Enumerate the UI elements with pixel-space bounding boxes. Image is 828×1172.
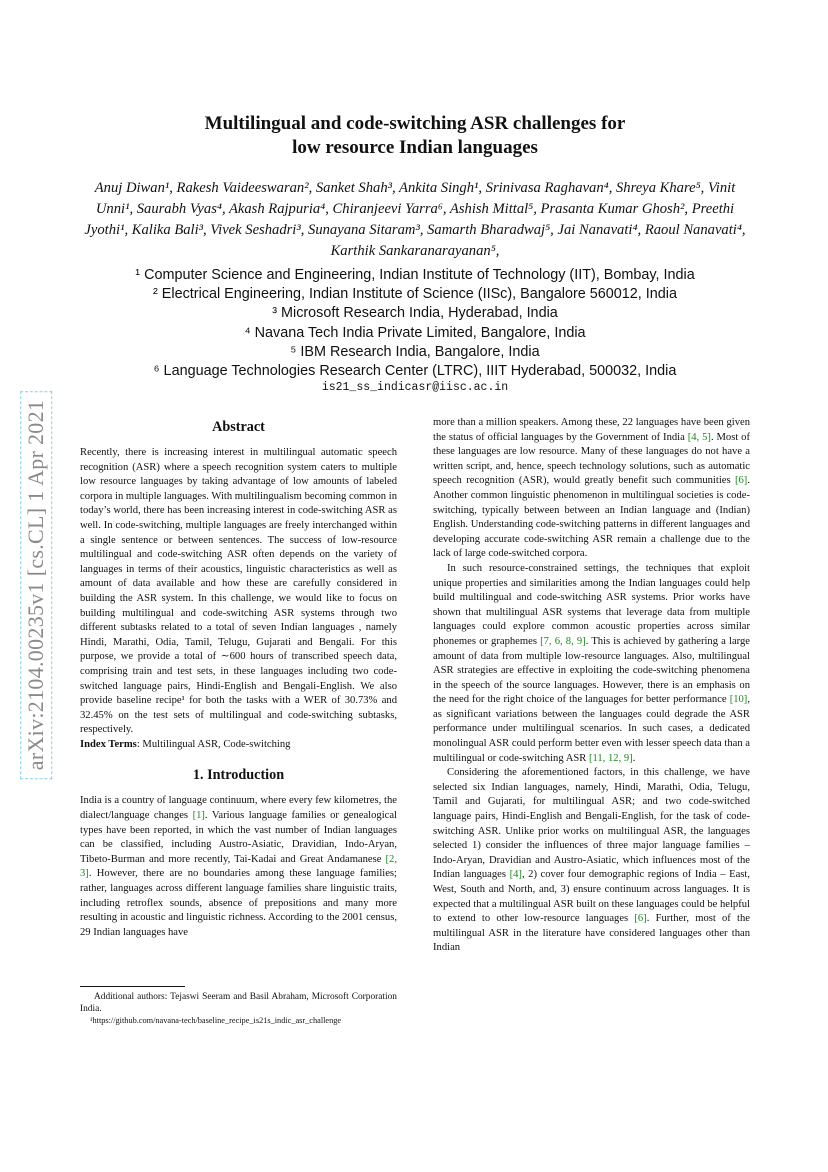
right-paragraph-3 <box>433 766 750 956</box>
text-run: India is a country of language continuum, where every few kilometres, the dialect/language changes <box>80 795 397 822</box>
text-run: . Various language families or genealogical types have been reported, in which the vast number of Indian languages can be classified, including Austro-Asiatic, Dravidian, Indo-Aryan, Tibeto-Burman and more recently, Tai-Kadai and Great Andamanese <box>80 810 397 865</box>
affiliation-4: ⁴ Navana Tech India Private Limited, Bangalore, India <box>244 324 586 341</box>
citation-link[interactable]: [7, 6, 8, 9] <box>540 635 586 647</box>
right-paragraph-1 <box>433 416 750 562</box>
affiliation-6: ⁶ Language Technologies Research Center (LTRC), IIIT Hyderabad, 500032, India <box>153 363 677 380</box>
index-terms-value: : Multilingual ASR, Code-switching <box>136 738 291 750</box>
text-run: more than a million speakers. Among these, 22 languages have been given the status of official languages by the Government of India <box>433 417 750 443</box>
author-list: Anuj Diwan¹, Rakesh Vaideeswaran², Sanket Shah³, Ankita Singh¹, Srinivasa Raghavan⁴, Shreya Khare⁵, Vinit Unni¹, Saurabh Vyas⁴, Akash Rajpuria⁴, Chiranjeevi Yarra⁶, Ashish Mittal⁵, Prasanta Kumar Ghosh², Preethi Jyothi¹, Kalika Bali³, Vivek Seshadri³, Sunayana Sitaram³, Samarth Bharadwaj⁵, Jai Nanavati⁴, Raoul Nanavati⁴, Karthik Sankaranarayanan⁵, <box>84 180 746 259</box>
citation-link[interactable]: [1] <box>192 810 205 822</box>
index-terms <box>80 738 397 753</box>
citation-link[interactable]: [6] <box>734 475 748 487</box>
arxiv-identifier <box>16 345 56 825</box>
text-run: Considering the aforementioned factors, in this challenge, we have selected six Indian languages, namely, Hindi, Marathi, Odia, Telugu, Tamil and Gujarati, for multilingual ASR; and two code-switched language pairs, Hindi-English and Bengali-English, for the task of code-switching ASR. Unlike prior works on multilingual ASR, the languages selected 1) consider the influences of three major language families – Indo-Aryan, Dravidian and Austro-Asiatic, which influences most of the Indian languages <box>433 767 750 881</box>
footnote-url[interactable]: ¹https://github.com/navana-tech/baseline_recipe_is21s_indic_asr_challenge <box>90 1016 342 1025</box>
introduction-heading: 1. Introduction <box>192 767 285 784</box>
text-run: , 2) cover four demographic regions of India – East, West, South and North, and, 3) ensure continuum across languages. It is expected that a multilingual ASR built on these languages could be helpful to extend to other low-resource languages <box>433 869 750 925</box>
right-paragraph-2 <box>433 562 750 766</box>
text-run: , as significant variations between the languages could degrade the ASR performance under multilingual scenarios. In such cases, a dedicated monolingual ASR could perform better even with lesser speech data than a multilingual or code-switching ASR <box>433 694 750 764</box>
affiliations <box>80 266 750 381</box>
text-run: . However, there are no boundaries among these language families; rather, languages across different language families share linguistic traits, including retroflex sounds, absence of prepositions and many more resulting in acoustic and linguistic richness. According to the 2001 census, 29 Indian languages have <box>80 868 397 938</box>
introduction-paragraph-1 <box>80 794 397 940</box>
text-run: . Most of these languages are low resource. Many of these languages do not have a written script, and, hence, speech technology solutions, such as automatic speech recognition (ASR), would greatly benefit such communities <box>433 431 750 487</box>
title-line-1: Multilingual and code-switching ASR challenges for <box>204 113 626 134</box>
citation-link[interactable]: [10] <box>729 694 748 706</box>
footnote-additional-authors: Additional authors: Tejaswi Seeram and Basil Abraham, Microsoft Corporation India. <box>80 992 397 1014</box>
title-line-2: low resource Indian languages <box>292 137 538 158</box>
citation-link[interactable]: [4, 5] <box>687 431 711 443</box>
affiliation-3: ³ Microsoft Research India, Hyderabad, India <box>272 305 558 322</box>
right-column <box>433 416 750 956</box>
affiliation-1: ¹ Computer Science and Engineering, Indian Institute of Technology (IIT), Bombay, India <box>135 267 695 283</box>
arxiv-identifier-text: arXiv:2104.00235v1 [cs.CL] 1 Apr 2021 <box>20 391 52 779</box>
paper-title <box>80 112 750 160</box>
contact-email: is21_ss_indicasr@iisc.ac.in <box>321 381 509 394</box>
text-run: In such resource-constrained settings, the techniques that exploit unique properties and similarities among the Indian languages could help build multilingual and code-switching ASR systems. Prior works have shown that multilingual ASR systems that leverage data from multiple languages could explore common acoustic properties across similar phonemes or graphemes <box>433 562 750 647</box>
abstract-text: Recently, there is increasing interest in multilingual automatic speech recognition (ASR) where a speech recognition system caters to multiple low resource languages by taking advantage of low amounts of labeled corpora in multiple languages. With multilingualism becoming common in today’s world, there has been increasing interest in code-switching ASR as well. In code-switching, multiple languages are freely interchanged within a single sentence or between sentences. The success of low-resource multilingual and code-switching ASR often depends on the variety of languages in terms of their acoustics, linguistic characteristics as well as amount of data available and how these are carefully considered in building the ASR system. In this challenge, we would like to focus on building multilingual and code-switching ASR systems through two different subtasks related to a total of seven Indian languages , namely Hindi, Marathi, Odia, Tamil, Telugu, Gujarati and Bengali. For this purpose, we provide a total of ∼600 hours of transcribed speech data, comprising train and test sets, in these languages including two code-switched language pairs, Hindi-English and Bengali-English. We also provide baseline recipe¹ for both the tasks with a WER of 30.73% and 32.45% on the test sets of multilingual and code-switching subtasks, respectively. <box>80 447 397 736</box>
citation-link[interactable]: [2, 3] <box>80 853 397 880</box>
text-run: . This is achieved by gathering a large amount of data from multiple low-resource languages. Also, multilingual ASR strategies are effective in exploiting the code-switching phenomena in the speech of the source languages. However, there is an emphasis on the need for the right choice of the languages for better performance <box>433 635 750 706</box>
citation-link[interactable]: [4] <box>509 869 522 881</box>
abstract-heading: Abstract <box>212 419 265 435</box>
text-run: . Further, most of the multilingual ASR in the literature have considered languages other than Indian <box>433 913 750 954</box>
affiliation-2: ² Electrical Engineering, Indian Institute of Science (IISc), Bangalore 560012, India <box>153 286 677 303</box>
citation-link[interactable]: [11, 12, 9] <box>588 752 633 764</box>
text-run: . Another common linguistic phenomenon in multilingual societies is code-switching, typically between between an Indian language and (Indian) English. Understanding code-switching patterns in different languages and developing accurate code-switching ASR remain a challenge due to the lack of large code-switched corpora. <box>433 475 750 560</box>
affiliation-5: ⁵ IBM Research India, Bangalore, India <box>290 343 540 360</box>
citation-link[interactable]: [6] <box>634 913 647 925</box>
left-column <box>80 416 397 940</box>
footnote-rule <box>80 986 185 987</box>
index-terms-label: Index Terms <box>80 738 137 750</box>
text-run: . <box>632 752 636 764</box>
footnotes <box>80 986 397 1027</box>
